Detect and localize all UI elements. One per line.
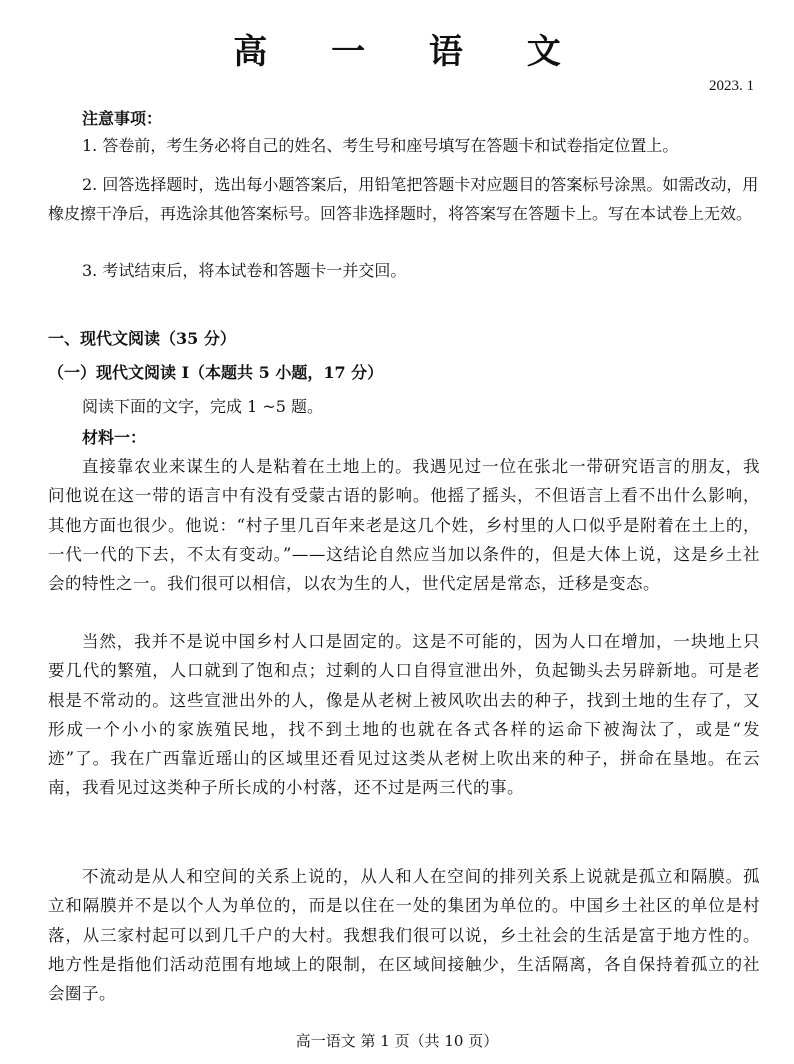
notice-item-1: 1. 答卷前，考生务必将自己的姓名、考生号和座号填写在答题卡和试卷指定位置上。	[82, 136, 679, 155]
sub-section-heading: （一）现代文阅读 I（本题共 5 小题，17 分）	[48, 363, 384, 382]
material-paragraph-3: 不流动是从人和空间的关系上说的，从人和人在空间的排列关系上说就是孤立和隔膜。孤立和隔膜并不是以个人为单位的，而是以住在一处的集团为单位的。中国乡土社区的单位是村落，从三家村起可以到几千户的大村。我想我们很可以说，乡土社会的生活是富于地方性的。地方性是指他们活动范围有地域上的限制，在区域间接触少，生活隔离，各自保持着孤立的社会圈子。	[48, 867, 760, 1004]
notice-title: 注意事项：	[82, 109, 163, 128]
material-title: 材料一：	[82, 428, 147, 447]
exam-date: 2023. 1	[709, 78, 754, 94]
page-title: 高 一 语 文	[233, 32, 587, 72]
material-paragraph-1: 直接靠农业来谋生的人是粘着在土地上的。我遇见过一位在张北一带研究语言的朋友，我问他说在这一带的语言中有没有受蒙古语的影响。他摇了摇头，不但语言上看不出什么影响，其他方面也很少。他说：“村子里几百年来老是这几个姓，乡村里的人口似乎是附着在土上的，一代一代的下去，不太有变动。”——这结论自然应当加以条件的，但是大体上说，这是乡土社会的特性之一。我们很可以相信，以农为生的人，世代定居是常态，迁移是变态。	[48, 457, 760, 594]
notice-item-3: 3. 考试结束后，将本试卷和答题卡一并交回。	[82, 261, 407, 280]
section-heading: 一、现代文阅读（35 分）	[48, 329, 236, 348]
notice-item-2: 2. 回答选择题时，选出每小题答案后，用铅笔把答题卡对应题目的答案标号涂黑。如需改动，用橡皮擦干净后，再选涂其他答案标号。回答非选择题时，将答案写在答题卡上。写在本试卷上无效。	[48, 175, 759, 223]
material-paragraph-2: 当然，我并不是说中国乡村人口是固定的。这是不可能的，因为人口在增加，一块地上只要几代的繁殖，人口就到了饱和点；过剩的人口自得宣泄出外，负起锄头去另辟新地。可是老根是不常动的。这些宣泄出外的人，像是从老树上被风吹出去的种子，找到土地的生存了，又形成一个小小的家族殖民地，找不到土地的也就在各式各样的运命下被淘汰了，或是“发迹”了。我在广西靠近瑶山的区域里还看见过这类从老树上吹出来的种子，拼命在垦地。在云南，我看见过这类种子所长成的小村落，还不过是两三代的事。	[48, 632, 760, 798]
page-footer: 高一语文 第 1 页（共 10 页）	[295, 1032, 499, 1050]
reading-instruction: 阅读下面的文字，完成 1 ~5 题。	[82, 397, 324, 416]
